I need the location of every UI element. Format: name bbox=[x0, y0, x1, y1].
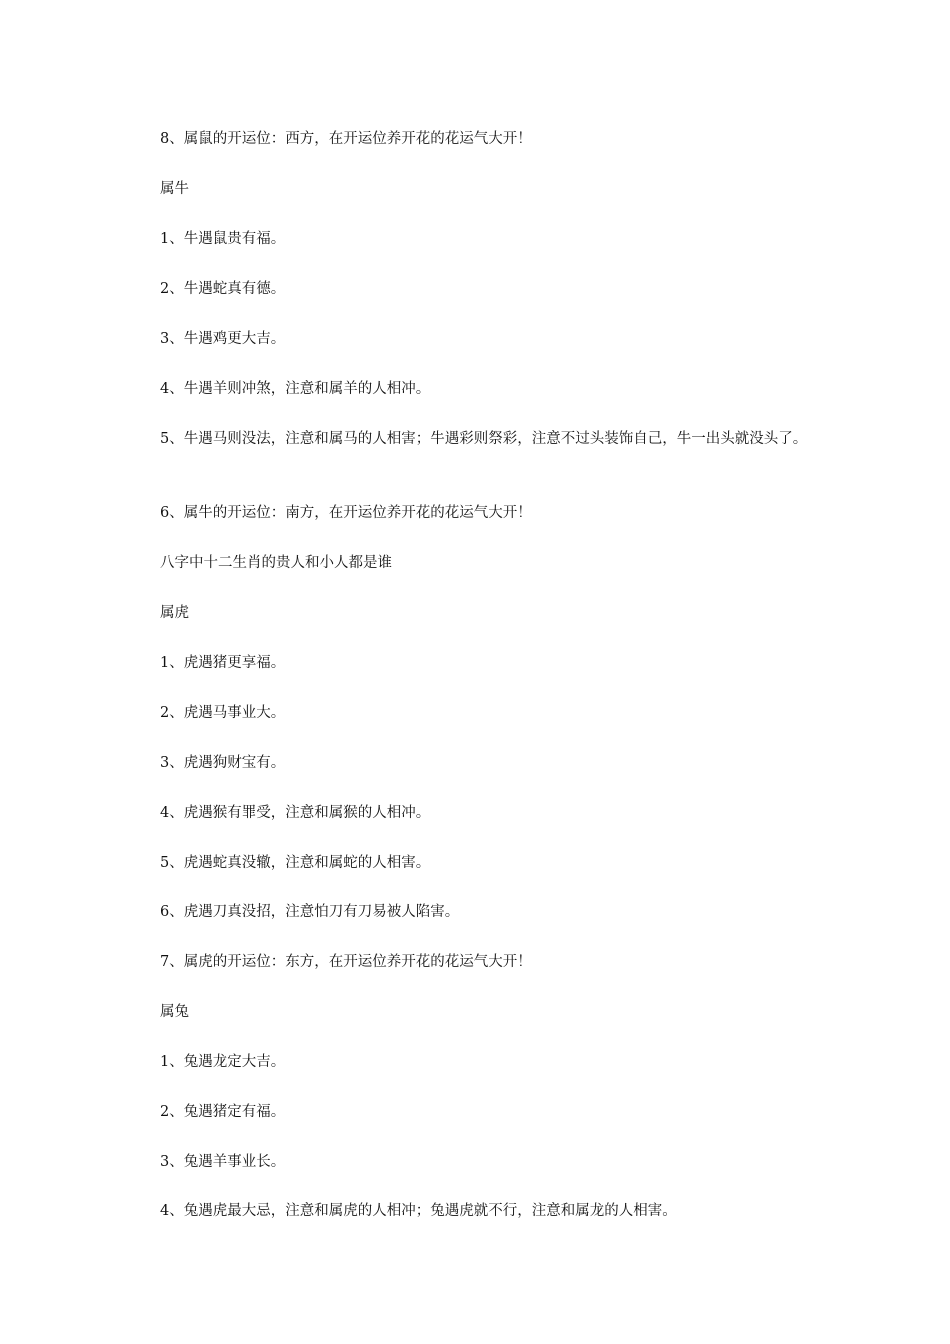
heading-tiger: 属虎 bbox=[160, 605, 189, 621]
paragraph-ox-4: 4、牛遇羊则冲煞，注意和属羊的人相冲。 bbox=[160, 381, 431, 397]
paragraph-rabbit-2: 2、兔遇猪定有福。 bbox=[160, 1104, 286, 1120]
paragraph-rabbit-3: 3、兔遇羊事业长。 bbox=[160, 1154, 286, 1170]
heading-ox: 属牛 bbox=[160, 181, 189, 197]
paragraph-ox-2: 2、牛遇蛇真有德。 bbox=[160, 281, 286, 297]
section-title: 八字中十二生肖的贵人和小人都是谁 bbox=[160, 555, 392, 571]
paragraph-tiger-lucky-direction: 7、属虎的开运位：东方，在开运位养开花的花运气大开！ bbox=[160, 954, 532, 970]
paragraph-ox-lucky-direction: 6、属牛的开运位：南方，在开运位养开花的花运气大开！ bbox=[160, 505, 532, 521]
paragraph-tiger-3: 3、虎遇狗财宝有。 bbox=[160, 755, 286, 771]
paragraph-rat-lucky-direction: 8、属鼠的开运位：西方，在开运位养开花的花运气大开！ bbox=[160, 131, 532, 147]
paragraph-tiger-1: 1、虎遇猪更享福。 bbox=[160, 655, 286, 671]
heading-rabbit: 属兔 bbox=[160, 1004, 189, 1020]
paragraph-ox-1: 1、牛遇鼠贵有福。 bbox=[160, 231, 286, 247]
paragraph-tiger-2: 2、虎遇马事业大。 bbox=[160, 705, 286, 721]
paragraph-tiger-5: 5、虎遇蛇真没辙，注意和属蛇的人相害。 bbox=[160, 855, 431, 871]
paragraph-ox-5: 5、牛遇马则没法，注意和属马的人相害；牛遇彩则祭彩，注意不过头装饰自己，牛一出头就没头了。 bbox=[160, 431, 808, 447]
paragraph-rabbit-4: 4、兔遇虎最大忌，注意和属虎的人相冲；兔遇虎就不行，注意和属龙的人相害。 bbox=[160, 1203, 677, 1219]
paragraph-tiger-4: 4、虎遇猴有罪受，注意和属猴的人相冲。 bbox=[160, 805, 431, 821]
paragraph-ox-3: 3、牛遇鸡更大吉。 bbox=[160, 331, 286, 347]
paragraph-rabbit-1: 1、兔遇龙定大吉。 bbox=[160, 1054, 286, 1070]
paragraph-tiger-6: 6、虎遇刀真没招，注意怕刀有刀易被人陷害。 bbox=[160, 904, 460, 920]
